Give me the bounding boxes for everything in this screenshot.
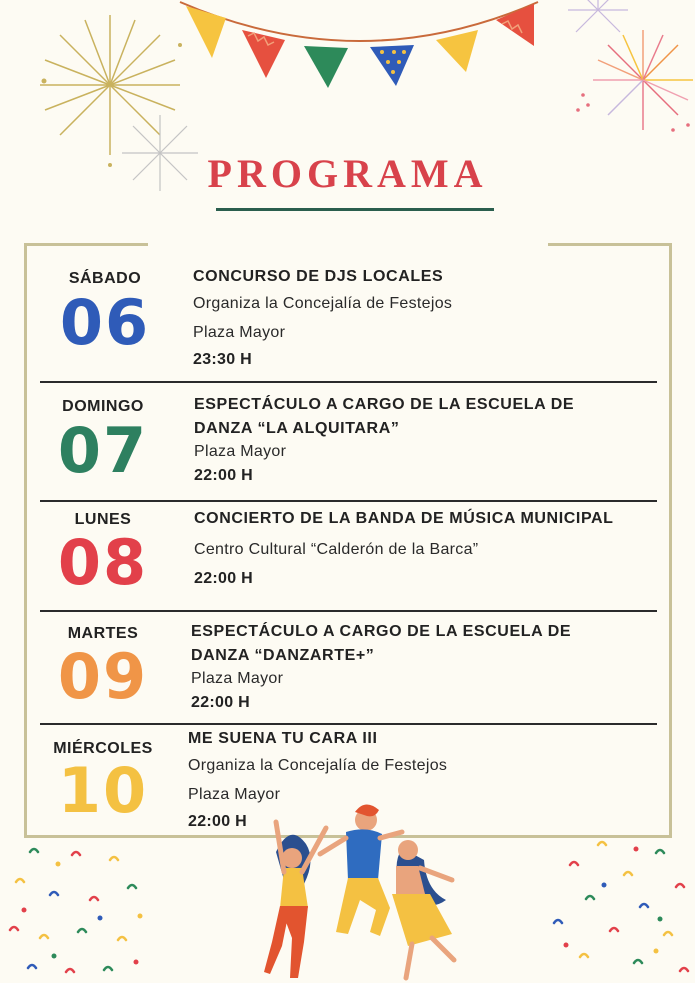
- event-time: 23:30 H: [193, 351, 253, 368]
- event-divider: [40, 500, 657, 502]
- event-place: Plaza Mayor: [191, 670, 284, 687]
- confetti-decoration-right: [540, 835, 695, 983]
- event-title: CONCIERTO DE LA BANDA DE MÚSICA MUNICIPAL: [194, 510, 614, 527]
- event-place: Centro Cultural “Calderón de la Barca”: [194, 541, 479, 558]
- event-day: MARTES: [67, 625, 139, 642]
- event-time: 22:00 H: [194, 570, 254, 587]
- event-date-number: 09: [57, 640, 149, 713]
- event-divider: [40, 723, 657, 725]
- event-divider: [40, 381, 657, 383]
- event-title-line-2: DANZA “DANZARTE+”: [191, 647, 375, 664]
- event-title: ME SUENA TU CARA III: [188, 730, 378, 747]
- title-underline: [216, 208, 494, 211]
- bunting-decoration: [170, 0, 550, 95]
- frame-border: [548, 243, 672, 246]
- frame-border: [24, 243, 27, 837]
- event-date-number: 06: [59, 286, 151, 359]
- event-divider: [40, 610, 657, 612]
- frame-border: [24, 243, 148, 246]
- event-day: SÁBADO: [68, 270, 142, 287]
- dancers-illustration: [262, 798, 467, 983]
- event-day: LUNES: [74, 511, 132, 528]
- event-place: Plaza Mayor: [193, 324, 286, 341]
- event-date-number: 07: [57, 414, 149, 487]
- event-place: Plaza Mayor: [194, 443, 287, 460]
- fireworks-decoration-right: [548, 0, 695, 140]
- page-title: PROGRAMA: [207, 151, 488, 196]
- event-organizer: Organiza la Concejalía de Festejos: [188, 757, 448, 774]
- frame-border: [669, 243, 672, 837]
- event-title: CONCURSO DE DJS LOCALES: [193, 268, 444, 285]
- event-day: DOMINGO: [62, 398, 144, 415]
- event-time: 22:00 H: [191, 694, 251, 711]
- event-place: Plaza Mayor: [188, 786, 281, 803]
- event-time: 22:00 H: [188, 813, 248, 830]
- event-title-line-1: ESPECTÁCULO A CARGO DE LA ESCUELA DE: [191, 623, 572, 640]
- event-date-number: 08: [57, 526, 149, 599]
- event-date-number: 10: [57, 754, 149, 827]
- event-title-line-1: ESPECTÁCULO A CARGO DE LA ESCUELA DE: [194, 396, 575, 413]
- event-time: 22:00 H: [194, 467, 254, 484]
- event-title-line-2: DANZA “LA ALQUITARA”: [194, 420, 400, 437]
- event-day: MIÉRCOLES: [53, 740, 153, 757]
- event-organizer: Organiza la Concejalía de Festejos: [193, 295, 453, 312]
- confetti-decoration-left: [0, 840, 160, 983]
